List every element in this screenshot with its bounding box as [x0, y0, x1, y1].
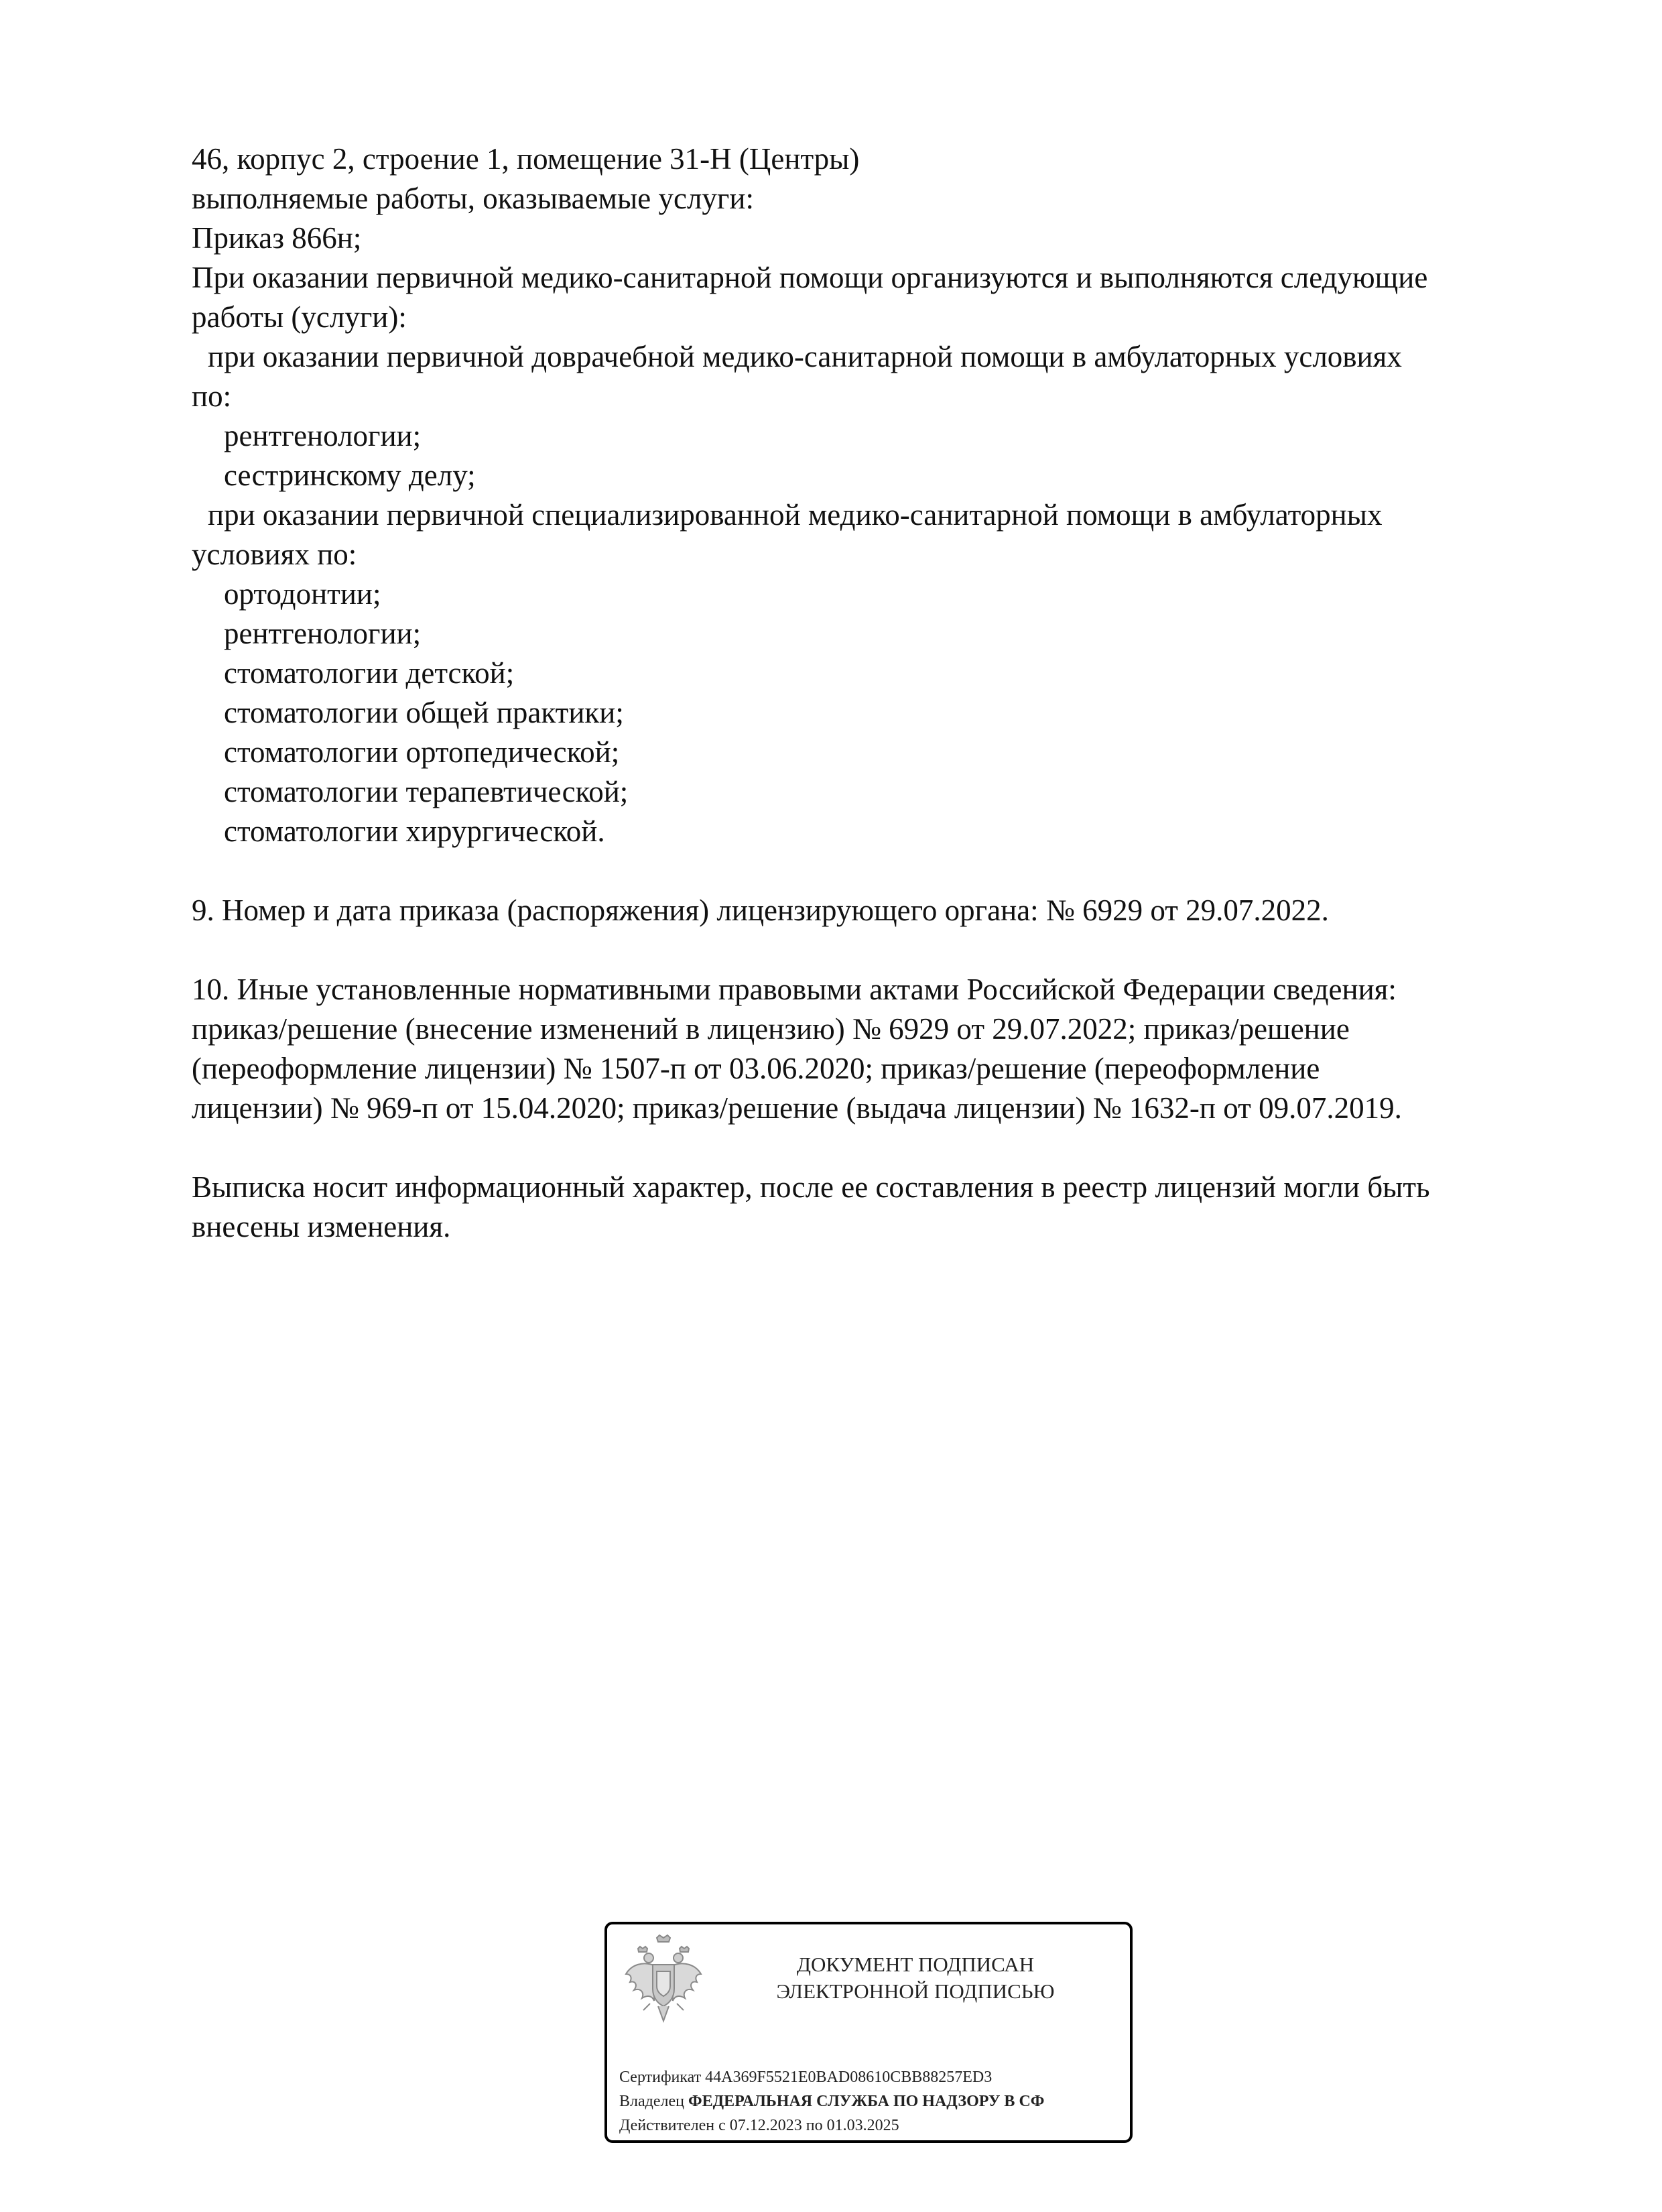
- owner-label: Владелец: [619, 2093, 684, 2110]
- text-line: работы (услуги):: [192, 300, 407, 334]
- certificate-number: Сертификат 44A369F5521E0BAD08610CBB88257ED3: [619, 2069, 993, 2086]
- note-line: внесены изменения.: [192, 1210, 451, 1243]
- text-line: условиях по:: [192, 538, 357, 571]
- note-line: Выписка носит информационный характер, после ее составления в реестр лицензий могли быть: [192, 1170, 1430, 1204]
- list-item: стоматологии детской;: [224, 656, 515, 690]
- section-10-line: 10. Иные установленные нормативными правовыми актами Российской Федерации сведения:: [192, 973, 1397, 1006]
- list-item: стоматологии ортопедической;: [224, 735, 620, 769]
- text-line: при оказании первичной специализированной медико-санитарной помощи в амбулаторных: [208, 498, 1383, 532]
- section-10-line: лицензии) № 969-п от 15.04.2020; приказ/решение (выдача лицензии) № 1632-п от 09.07.2019.: [192, 1091, 1402, 1125]
- list-item: сестринскому делу;: [224, 458, 476, 492]
- spacer: [192, 930, 1572, 970]
- text-line: При оказании первичной медико-санитарной помощи организуются и выполняются следующие: [192, 261, 1428, 294]
- stamp-title-line: ЭЛЕКТРОННОЙ ПОДПИСЬЮ: [776, 1979, 1055, 2003]
- text-line: 46, корпус 2, строение 1, помещение 31-Н (Центры): [192, 142, 860, 176]
- document-body: [192, 139, 1572, 1247]
- list-item: стоматологии хирургической.: [224, 814, 605, 848]
- owner-value: ФЕДЕРАЛЬНАЯ СЛУЖБА ПО НАДЗОРУ В СФ: [688, 2093, 1045, 2110]
- text-line: Приказ 866н;: [192, 221, 362, 255]
- list-item: стоматологии общей практики;: [224, 696, 624, 729]
- spacer: [192, 1128, 1572, 1168]
- section-9-order-number: 9. Номер и дата приказа (распоряжения) лицензирующего органа: № 6929 от 29.07.2022.: [192, 894, 1329, 927]
- section-10-line: (переоформление лицензии) № 1507-п от 03.06.2020; приказ/решение (переоформление: [192, 1052, 1320, 1085]
- stamp-title: [721, 1951, 1110, 2005]
- text-line: по:: [192, 379, 232, 413]
- spacer: [192, 851, 1572, 891]
- section-10-line: приказ/решение (внесение изменений в лицензию) № 6929 от 29.07.2022; приказ/решение: [192, 1012, 1350, 1046]
- electronic-signature-stamp: [604, 1922, 1133, 2143]
- stamp-title-line: ДОКУМЕНТ ПОДПИСАН: [796, 1953, 1035, 1976]
- list-item: стоматологии терапевтической;: [224, 775, 629, 808]
- text-line: выполняемые работы, оказываемые услуги:: [192, 182, 754, 215]
- russian-coat-of-arms-icon: [623, 1934, 704, 2028]
- validity-period: Действителен с 07.12.2023 по 01.03.2025: [619, 2117, 899, 2134]
- list-item: рентгенологии;: [224, 617, 422, 650]
- list-item: ортодонтии;: [224, 577, 381, 611]
- stamp-info: [619, 2065, 1133, 2138]
- owner-row: [619, 2089, 1133, 2113]
- list-item: рентгенологии;: [224, 419, 422, 452]
- text-line: при оказании первичной доврачебной медико-санитарной помощи в амбулаторных условиях: [208, 340, 1402, 373]
